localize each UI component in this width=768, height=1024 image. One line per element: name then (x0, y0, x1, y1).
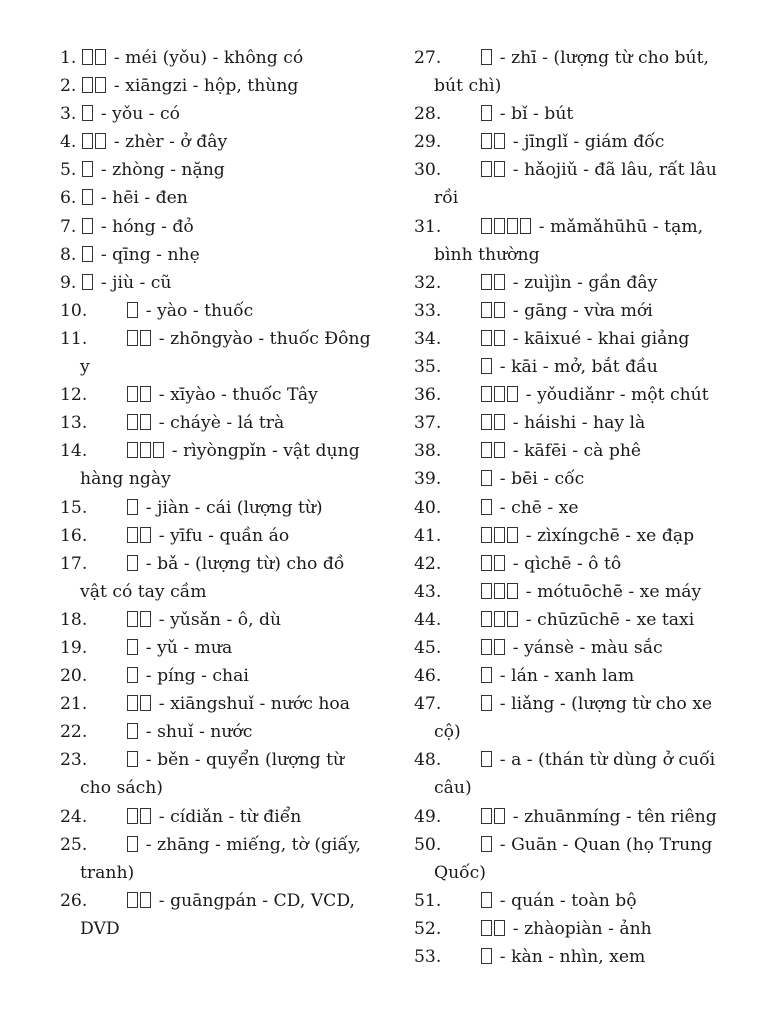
entry-number: 19. (60, 637, 88, 658)
vocab-entry (60, 522, 372, 550)
entry-text: - cídiǎn - từ điển (153, 806, 302, 827)
entry-text: - xiāngshuǐ - nước hoa (153, 694, 351, 715)
missing-glyph-box (494, 583, 505, 599)
missing-glyph-box (507, 218, 518, 234)
missing-glyph-box (481, 892, 492, 908)
entry-text: - lán - xanh lam (494, 666, 635, 687)
vocab-entry (414, 578, 720, 606)
missing-glyph-box (494, 639, 505, 655)
missing-glyph-box (481, 105, 492, 121)
entry-text: - rìyòngpǐn - vật dụng hàng ngày (80, 441, 360, 490)
missing-glyph-box (140, 611, 151, 627)
entry-text: - xiāngzi - hộp, thùng (108, 76, 299, 97)
missing-glyph-box (127, 386, 138, 402)
vocab-entry (60, 44, 372, 72)
entry-text: - píng - chai (140, 666, 249, 687)
vocab-entry (414, 803, 720, 831)
vocab-entry (60, 325, 372, 381)
entry-text: - qìchē - ô tô (507, 553, 622, 574)
vocab-entry (414, 831, 720, 887)
entry-number: 52. (414, 918, 442, 939)
vocab-entry (414, 550, 720, 578)
vocab-entry (60, 128, 372, 156)
entry-number: 37. (414, 413, 442, 434)
entry-text: - a - (thán từ dùng ở cuối câu) (434, 750, 716, 799)
missing-glyph-box (507, 386, 518, 402)
entry-number: 8. (60, 244, 77, 265)
vocab-entry (60, 606, 372, 634)
entry-text: - liǎng - (lượng từ cho xe cộ) (434, 694, 713, 743)
entry-number: 27. (414, 48, 442, 68)
entry-text: - shuǐ - nước (140, 722, 253, 743)
missing-glyph-box (494, 302, 505, 318)
vocab-entry (60, 437, 372, 493)
vocab-entry (414, 746, 720, 802)
entry-text: - zhuānmíng - tên riêng (507, 806, 717, 827)
missing-glyph-box (127, 667, 138, 683)
vocab-entry (60, 156, 372, 184)
missing-glyph-box (481, 218, 492, 234)
missing-glyph-box (82, 133, 93, 149)
entry-number: 50. (414, 834, 442, 855)
entry-number: 30. (414, 160, 442, 181)
missing-glyph-box (82, 274, 93, 290)
missing-glyph-box (82, 189, 93, 205)
missing-glyph-box (481, 499, 492, 515)
entry-number: 14. (60, 441, 88, 462)
vocab-entry (414, 634, 720, 662)
missing-glyph-box (481, 555, 492, 571)
missing-glyph-box (481, 414, 492, 430)
vocab-list-left (60, 44, 372, 943)
entry-text: - jiàn - cái (lượng từ) (140, 497, 323, 518)
vocab-entry (414, 915, 720, 943)
entry-number: 43. (414, 581, 442, 602)
vocab-entry (60, 184, 372, 212)
vocab-entry (60, 690, 372, 718)
missing-glyph-box (481, 274, 492, 290)
missing-glyph-box (481, 948, 492, 964)
missing-glyph-box (95, 133, 106, 149)
entry-text: - méi (yǒu) - không có (108, 48, 304, 68)
entry-text: - hēi - đen (95, 188, 188, 209)
entry-number: 40. (414, 497, 442, 518)
vocab-entry (414, 522, 720, 550)
entry-number: 9. (60, 272, 77, 293)
entry-number: 51. (414, 890, 442, 911)
entry-text: - zhāng - miếng, tờ (giấy, tranh) (80, 834, 361, 883)
entry-text: - chūzūchē - xe taxi (520, 609, 695, 630)
vocab-entry (414, 943, 720, 971)
vocab-entry (414, 662, 720, 690)
entry-text: - Guān - Quan (họ Trung Quốc) (434, 834, 713, 883)
vocab-entry (60, 409, 372, 437)
vocab-entry (60, 803, 372, 831)
entry-number: 42. (414, 553, 442, 574)
missing-glyph-box (140, 695, 151, 711)
missing-glyph-box (127, 330, 138, 346)
missing-glyph-box (127, 808, 138, 824)
entry-number: 5. (60, 160, 77, 181)
entry-text: - yǔsǎn - ô, dù (153, 609, 282, 630)
missing-glyph-box (507, 583, 518, 599)
missing-glyph-box (127, 723, 138, 739)
missing-glyph-box (481, 330, 492, 346)
missing-glyph-box (127, 892, 138, 908)
vocab-entry (60, 213, 372, 241)
missing-glyph-box (82, 77, 93, 93)
missing-glyph-box (127, 639, 138, 655)
entry-number: 53. (414, 947, 442, 967)
entry-number: 48. (414, 750, 442, 771)
entry-text: - cháyè - lá trà (153, 413, 285, 434)
entry-number: 15. (60, 497, 88, 518)
missing-glyph-box (481, 639, 492, 655)
entry-number: 13. (60, 413, 88, 434)
entry-text: - háishi - hay là (507, 413, 646, 434)
entry-number: 41. (414, 525, 442, 546)
vocab-entry (414, 297, 720, 325)
missing-glyph-box (494, 920, 505, 936)
vocab-entry (60, 297, 372, 325)
missing-glyph-box (494, 161, 505, 177)
entry-number: 16. (60, 525, 88, 546)
entry-text: - bǎ - (lượng từ) cho đồ vật có tay cầm (80, 553, 345, 602)
entry-text: - kāfēi - cà phê (507, 441, 642, 462)
vocab-entry (414, 325, 720, 353)
entry-text: - yīfu - quần áo (153, 525, 290, 546)
entry-text: - zhèr - ở đây (108, 132, 228, 153)
entry-text: - quán - toàn bộ (494, 890, 637, 911)
entry-text: - yánsè - màu sắc (507, 637, 663, 658)
vocab-entry (414, 465, 720, 493)
missing-glyph-box (481, 808, 492, 824)
entry-text: - chē - xe (494, 497, 579, 518)
entry-text: - zhōngyào - thuốc Đông y (80, 328, 371, 378)
missing-glyph-box (95, 77, 106, 93)
entry-text: - běn - quyển (lượng từ cho sách) (80, 750, 345, 799)
missing-glyph-box (481, 442, 492, 458)
entry-number: 47. (414, 694, 442, 715)
entry-text: - kāixué - khai giảng (507, 328, 690, 349)
vocab-entry (60, 662, 372, 690)
entry-number: 29. (414, 132, 442, 153)
vocab-entry (414, 156, 720, 212)
missing-glyph-box (494, 442, 505, 458)
missing-glyph-box (140, 414, 151, 430)
missing-glyph-box (494, 330, 505, 346)
missing-glyph-box (82, 105, 93, 121)
entry-text: - yǒu - có (95, 104, 180, 125)
vocab-entry (60, 887, 372, 943)
entry-text: - qīng - nhẹ (95, 244, 200, 265)
missing-glyph-box (520, 218, 531, 234)
missing-glyph-box (82, 218, 93, 234)
entry-text: - mótuōchē - xe máy (520, 581, 702, 602)
entry-text: - jiù - cũ (95, 272, 172, 293)
entry-text: - hǎojiǔ - đã lâu, rất lâu rồi (434, 160, 717, 209)
entry-number: 2. (60, 76, 77, 97)
missing-glyph-box (481, 133, 492, 149)
entry-number: 23. (60, 750, 88, 771)
missing-glyph-box (127, 751, 138, 767)
entry-text: - yào - thuốc (140, 300, 254, 321)
missing-glyph-box (127, 414, 138, 430)
missing-glyph-box (507, 611, 518, 627)
vocab-entry (60, 746, 372, 802)
entry-number: 32. (414, 272, 442, 293)
entry-number: 34. (414, 328, 442, 349)
missing-glyph-box (481, 695, 492, 711)
entry-number: 25. (60, 834, 88, 855)
entry-text: - zhàopiàn - ảnh (507, 918, 652, 939)
missing-glyph-box (140, 808, 151, 824)
entry-number: 28. (414, 104, 442, 125)
missing-glyph-box (82, 161, 93, 177)
vocab-entry (414, 100, 720, 128)
missing-glyph-box (481, 836, 492, 852)
entry-text: - kāi - mở, bắt đầu (494, 357, 658, 378)
missing-glyph-box (494, 218, 505, 234)
entry-text: - xīyào - thuốc Tây (153, 385, 318, 406)
entry-text: - zhòng - nặng (95, 160, 225, 181)
missing-glyph-box (494, 274, 505, 290)
vocab-list-right (414, 44, 720, 971)
vocab-entry (414, 381, 720, 409)
missing-glyph-box (82, 49, 93, 65)
vocab-entry (414, 213, 720, 269)
missing-glyph-box (140, 330, 151, 346)
missing-glyph-box (95, 49, 106, 65)
missing-glyph-box (127, 695, 138, 711)
entry-number: 49. (414, 806, 442, 827)
entry-text: - guāngpán - CD, VCD, DVD (80, 890, 355, 939)
entry-number: 18. (60, 609, 88, 630)
vocab-entry (60, 100, 372, 128)
missing-glyph-box (481, 302, 492, 318)
entry-text: - zuìjìn - gần đây (507, 272, 658, 293)
missing-glyph-box (494, 527, 505, 543)
missing-glyph-box (481, 470, 492, 486)
vocab-entry (414, 690, 720, 746)
vocab-entry (60, 634, 372, 662)
missing-glyph-box (481, 611, 492, 627)
entry-number: 17. (60, 553, 88, 574)
vocab-entry (60, 72, 372, 100)
entry-text: - kàn - nhìn, xem (494, 947, 646, 967)
entry-number: 33. (414, 300, 442, 321)
entry-text: - zhī - (lượng từ cho bút, bút chì) (434, 48, 709, 97)
entry-number: 21. (60, 694, 88, 715)
vocab-entry (60, 269, 372, 297)
entry-number: 46. (414, 666, 442, 687)
entry-number: 22. (60, 722, 88, 743)
entry-text: - yǔ - mưa (140, 637, 233, 658)
entry-text: - bēi - cốc (494, 469, 585, 490)
vocab-entry (60, 381, 372, 409)
missing-glyph-box (494, 386, 505, 402)
entry-number: 11. (60, 328, 88, 349)
entry-number: 44. (414, 609, 442, 630)
missing-glyph-box (481, 667, 492, 683)
entry-number: 20. (60, 666, 88, 687)
missing-glyph-box (140, 386, 151, 402)
entry-number: 24. (60, 806, 88, 827)
vocab-entry (60, 494, 372, 522)
entry-text: - mǎmǎhūhū - tạm, bình thường (434, 216, 704, 265)
vocab-entry (60, 831, 372, 887)
missing-glyph-box (494, 555, 505, 571)
entry-number: 35. (414, 357, 442, 378)
missing-glyph-box (127, 836, 138, 852)
missing-glyph-box (481, 49, 492, 65)
missing-glyph-box (127, 442, 138, 458)
entry-number: 7. (60, 216, 77, 237)
vocab-entry (414, 606, 720, 634)
missing-glyph-box (481, 358, 492, 374)
entry-number: 45. (414, 637, 442, 658)
missing-glyph-box (481, 527, 492, 543)
entry-text: - jīnglǐ - giám đốc (507, 132, 665, 153)
missing-glyph-box (481, 386, 492, 402)
entry-number: 12. (60, 385, 88, 406)
entry-number: 3. (60, 104, 77, 125)
missing-glyph-box (82, 246, 93, 262)
entry-text: - bǐ - bút (494, 104, 574, 125)
vocab-entry (414, 494, 720, 522)
missing-glyph-box (140, 442, 151, 458)
missing-glyph-box (127, 611, 138, 627)
entry-number: 1. (60, 48, 77, 68)
vocab-entry (414, 269, 720, 297)
entry-number: 38. (414, 441, 442, 462)
vocab-entry (414, 128, 720, 156)
missing-glyph-box (494, 133, 505, 149)
entry-number: 39. (414, 469, 442, 490)
entry-number: 36. (414, 385, 442, 406)
missing-glyph-box (127, 555, 138, 571)
missing-glyph-box (127, 302, 138, 318)
entry-number: 26. (60, 890, 88, 911)
vocab-entry (414, 887, 720, 915)
entry-number: 10. (60, 300, 88, 321)
vocab-entry (414, 409, 720, 437)
entry-text: - hóng - đỏ (95, 216, 194, 237)
missing-glyph-box (494, 611, 505, 627)
entry-number: 4. (60, 132, 77, 153)
missing-glyph-box (481, 920, 492, 936)
vocab-entry (60, 550, 372, 606)
missing-glyph-box (494, 414, 505, 430)
missing-glyph-box (481, 161, 492, 177)
missing-glyph-box (127, 527, 138, 543)
missing-glyph-box (153, 442, 164, 458)
missing-glyph-box (140, 527, 151, 543)
entry-text: - gāng - vừa mới (507, 300, 653, 321)
missing-glyph-box (140, 892, 151, 908)
vocab-entry (414, 44, 720, 100)
entry-text: - zìxíngchē - xe đạp (520, 525, 695, 546)
missing-glyph-box (127, 499, 138, 515)
vocab-entry (60, 241, 372, 269)
vocab-entry (414, 437, 720, 465)
entry-text: - yǒudiǎnr - một chút (520, 385, 709, 406)
missing-glyph-box (494, 808, 505, 824)
entry-number: 6. (60, 188, 77, 209)
missing-glyph-box (481, 583, 492, 599)
vocab-entry (60, 718, 372, 746)
entry-number: 31. (414, 216, 442, 237)
missing-glyph-box (481, 751, 492, 767)
vocab-entry (414, 353, 720, 381)
missing-glyph-box (507, 527, 518, 543)
